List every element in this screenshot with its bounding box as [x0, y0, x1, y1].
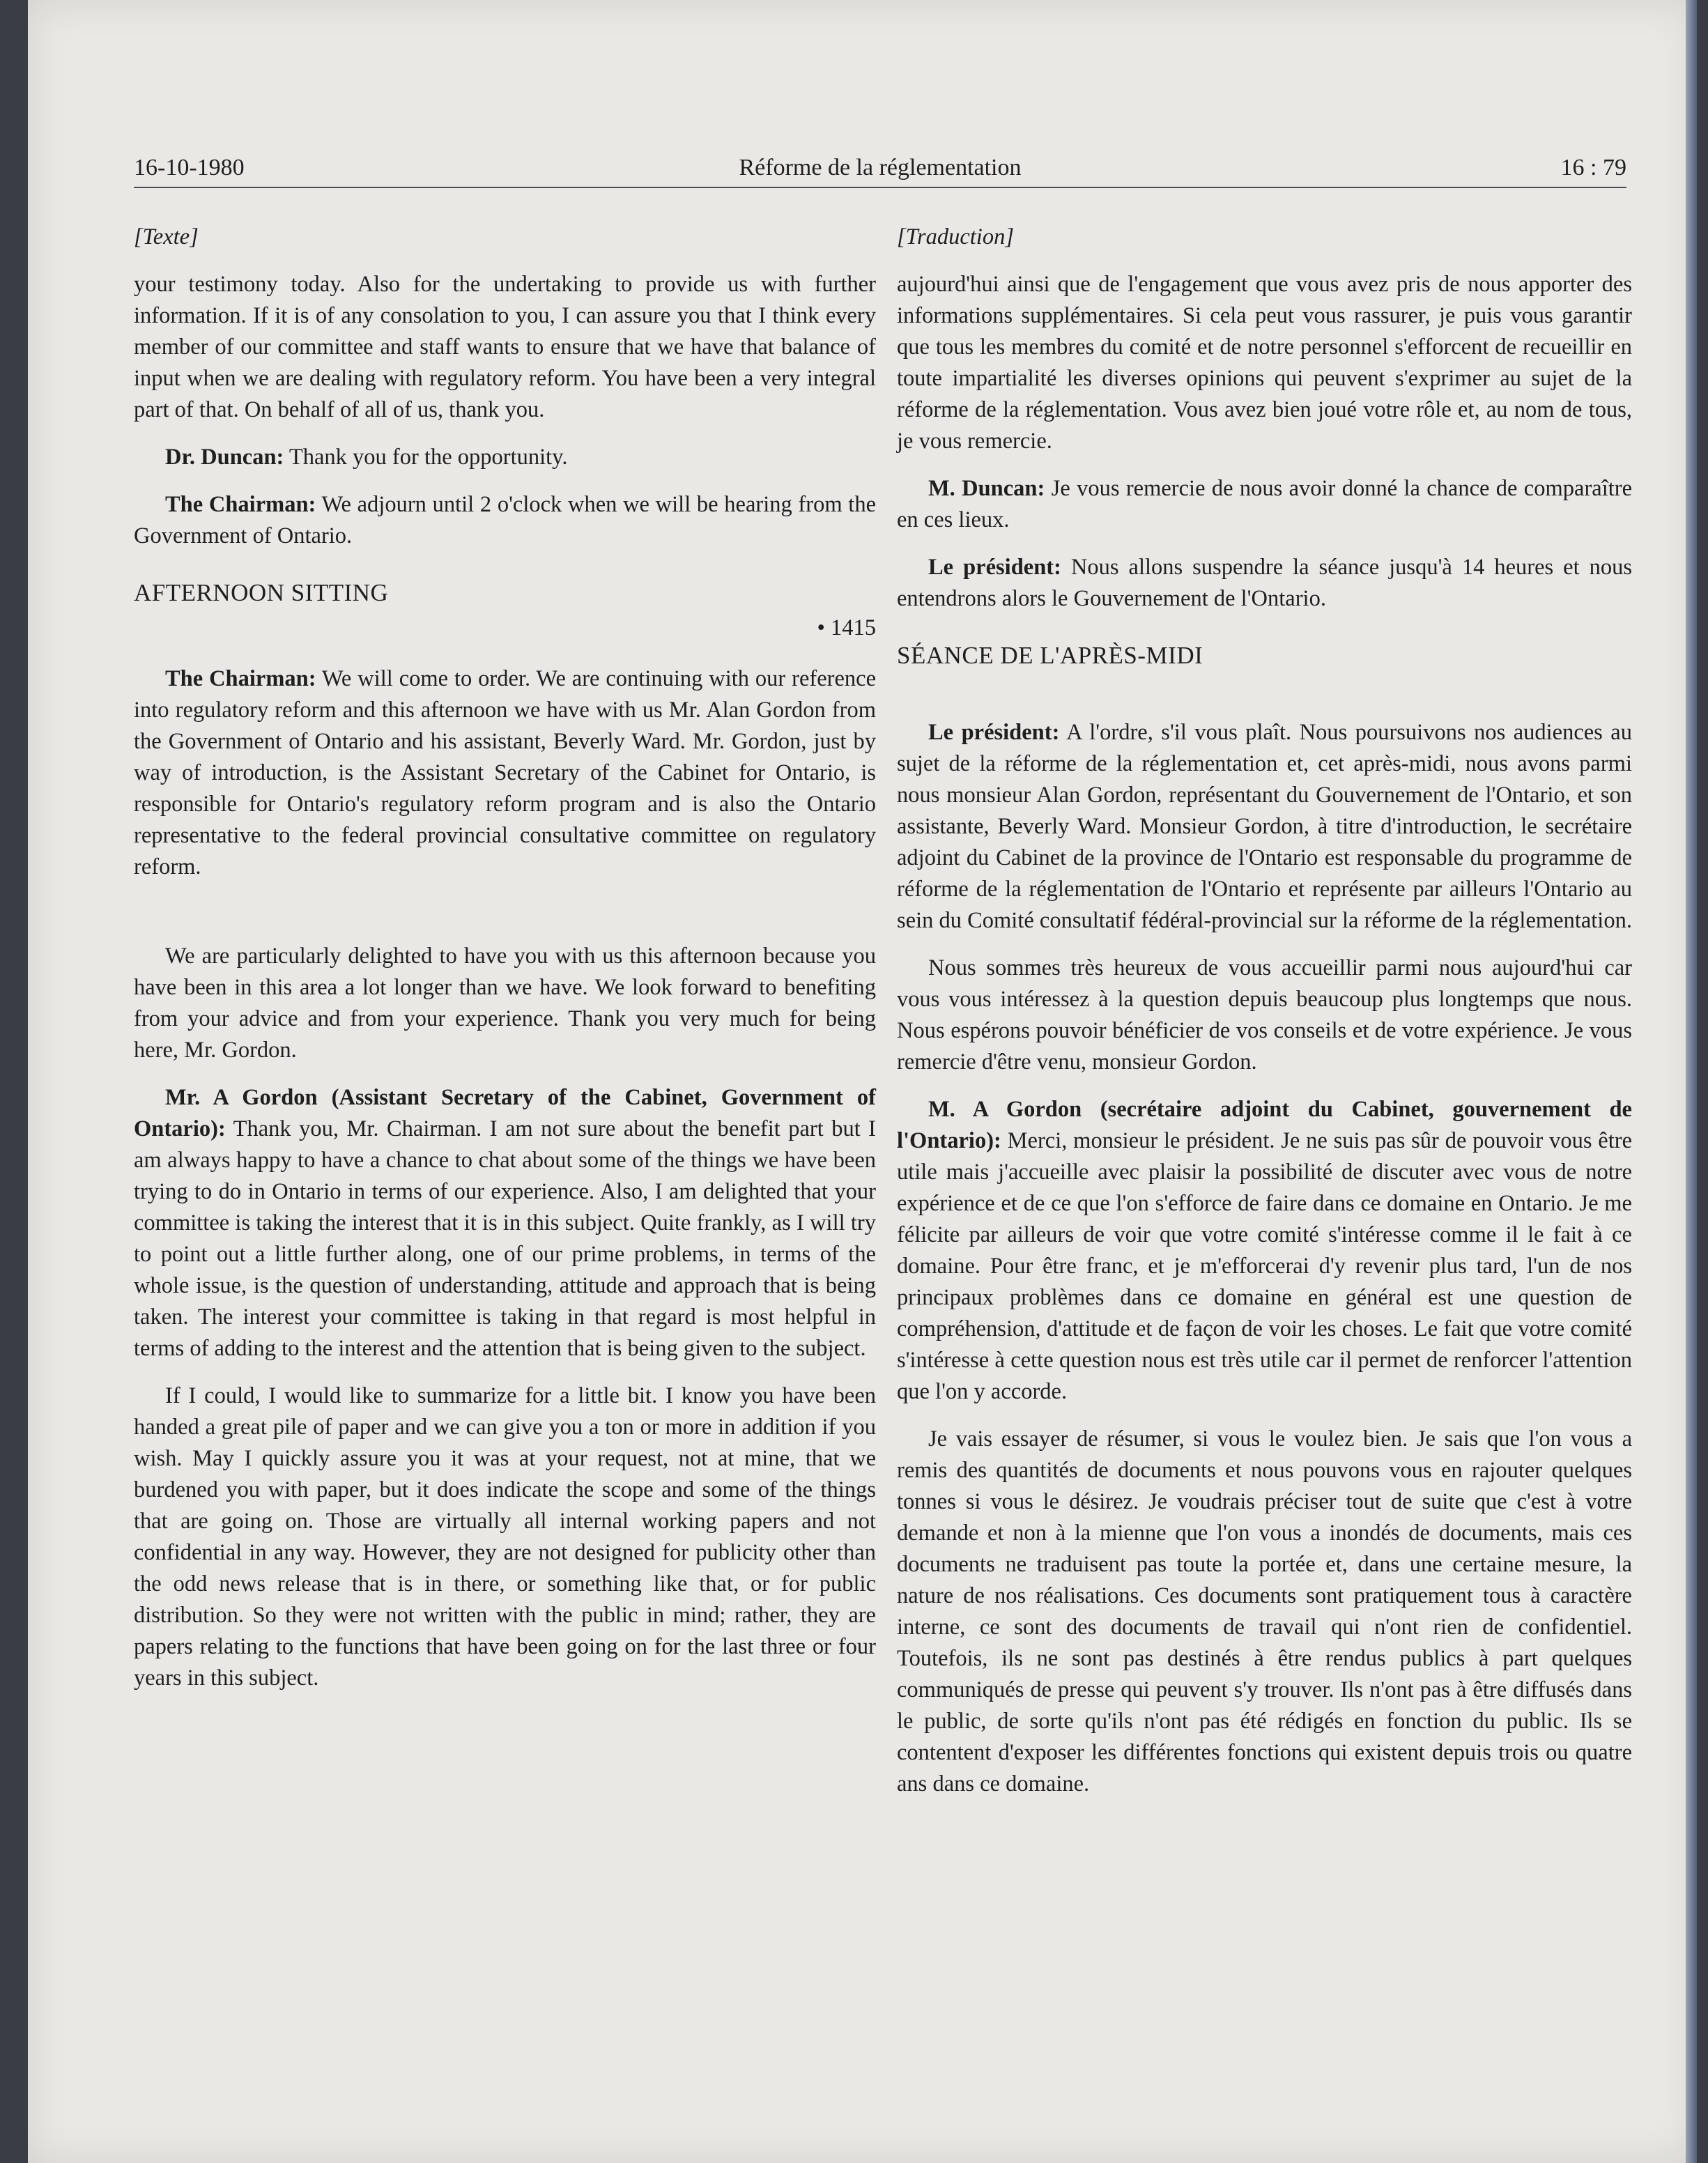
header-page-number: 16 : 79 [1560, 155, 1626, 180]
paragraph [897, 1094, 1632, 1408]
speaker-name: Le président: [928, 720, 1060, 745]
paragraph [134, 663, 876, 883]
speaker-name: The Chairman: [165, 666, 316, 691]
speech-text: Nous allons suspendre la séance jusqu'à 14 heures et nous entendrons alors le Gouvernement de l'Ontario. [897, 555, 1632, 611]
speech-text: A l'ordre, s'il vous plaît. Nous poursuivons nos audiences au sujet de la réforme de la réglementation et, cet après-midi, nous avons parmi nous monsieur Alan Gordon, représentant du Gouvernement de l'Ontario, et son assistante, Beverly Ward. Monsieur Gordon, à titre d'introduction, le secrétaire adjoint du Cabinet de la province de l'Ontario est responsable du programme de réforme de la réglementation de l'Ontario et représente par ailleurs l'Ontario au sein du Comité consultatif fédéral-provincial sur la réforme de la réglementation. [897, 720, 1632, 933]
translation-marker-label: Traduction [905, 224, 1006, 249]
paragraph: If I could, I would like to summarize for a little bit. I know you have been handed a great pile of paper and we can give you a ton or more in addition if you wish. May I quickly assure you it was at your request, not at mine, that we burdened you with paper, but it does indicate the scope and some of the things that are going on. Those are virtually all internal working papers and not confidential in any way. However, they are not designed for publicity other than the odd news release that is in there, or something like that, or for public distribution. So they were not written with the public in mind; rather, they are papers relating to the functions that have been going on for the last three or four years in this subject. [134, 1383, 876, 1691]
paragraph: your testimony today. Also for the undertaking to provide us with further information. If it is of any consolation to you, I can assure you that I think every member of our committee and staff wants to ensure that we have that balance of input when we are dealing with regulatory reform. You have been a very integral part of that. On behalf of all of us, thank you. [134, 272, 876, 422]
section-heading: SÉANCE DE L'APRÈS-MIDI [897, 642, 1203, 669]
spacer [134, 899, 876, 941]
speaker-name: Le président: [928, 555, 1061, 580]
paragraph [134, 1082, 876, 1364]
paragraph: Nous sommes très heureux de vous accueillir parmi nous aujourd'hui car vous vous intéressez à la question depuis beaucoup plus longtemps que nous. Nous espérons pouvoir bénéficier de vos conseils et de votre expérience. Je vous remercie d'être venu, monsieur Gordon. [897, 955, 1632, 1075]
paragraph [134, 489, 876, 552]
speaker-name: The Chairman: [165, 492, 316, 517]
page-header [134, 148, 1626, 188]
binder-edge [1686, 0, 1697, 2163]
speech-text: We will come to order. We are continuing with our reference into regulatory reform and this afternoon we have with us Mr. Alan Gordon from the Government of Ontario and his assistant, Beverly Ward. Mr. Gordon, just by way of introduction, is the Assistant Secretary of the Cabinet for Ontario, is responsible for Ontario's regulatory reform program and is also the Ontario representative to the federal provincial consultative committee on regulatory reform. [134, 666, 876, 879]
text-marker-label: Texte [142, 224, 190, 249]
header-title: Réforme de la réglementation [739, 155, 1022, 180]
speech-text: We adjourn until 2 o'clock when we will be hearing from the Government of Ontario. [134, 492, 876, 548]
paragraph [897, 473, 1632, 536]
paragraph [134, 442, 876, 473]
french-column [897, 222, 1632, 1816]
spacer [897, 675, 1632, 717]
english-column [134, 222, 876, 1710]
time-marker: • 1415 [817, 615, 876, 640]
speech-text: Je vous remercie de nous avoir donné la chance de comparaître en ces lieux. [897, 476, 1632, 532]
paragraph [897, 552, 1632, 615]
speech-text: Merci, monsieur le président. Je ne suis pas sûr de pouvoir vous être utile mais j'accueille avec plaisir la possibilité de discuter avec vous de notre expérience et de ce que l'on s'efforce de faire dans ce domaine en Ontario. Je me félicite par ailleurs de voir que votre comité s'intéresse comme il le fait à ce domaine. Pour être franc, et je m'efforcerai d'y revenir plus tard, l'un de nos principaux problèmes dans ce domaine en général est une question de compréhension, d'attitude et de façon de voir les choses. Le fait que votre comité s'intéresse à cette question nous est très utile car il permet de renforcer l'attention que l'on y accorde. [897, 1128, 1632, 1404]
speaker-name: Mr. A Gordon (Assistant Secretary of the Cabinet, Government of Ontario): [134, 1085, 876, 1141]
speech-text: Thank you for the opportunity. [284, 445, 568, 470]
paragraph: aujourd'hui ainsi que de l'engagement que vous avez pris de nous apporter des informations supplémentaires. Si cela peut vous rassurer, je puis vous garantir que tous les membres du comité et de notre personnel s'efforcent de recueillir en toute impartialité les diverses opinions qui peuvent s'exprimer au sujet de la réforme de la réglementation. Vous avez bien joué votre rôle et, au nom de tous, je vous remercie. [897, 272, 1632, 454]
paragraph: Je vais essayer de résumer, si vous le voulez bien. Je sais que l'on vous a remis des quantités de documents et nous pouvons vous en rajouter quelques tonnes si vous le désirez. Je voudrais préciser tout de suite que c'est à votre demande et non à la mienne que l'on vous a inondés de documents, mais ces documents ne traduisent pas toute la portée et, dans une certaine mesure, la nature de nos réalisations. Ces documents sont pratiquement tous à caractère interne, ce sont des documents de travail qui n'ont rien de confidentiel. Toutefois, ils ne sont pas destinés à être rendus publics à part quelques communiqués de presse qui peuvent s'y trouver. Ils n'ont pas à être diffusés dans le public, de sorte qu'ils n'ont pas été rédigés en fonction du public. Ils se contentent d'exposer les différentes fonctions qui existent depuis trois ou quatre ans dans ce domaine. [897, 1426, 1632, 1796]
text-marker: [Texte] [134, 224, 199, 249]
speaker-name: M. Duncan: [928, 476, 1045, 501]
paragraph [897, 717, 1632, 937]
translation-marker: [Traduction] [897, 224, 1014, 249]
speaker-name: Dr. Duncan: [165, 445, 284, 470]
speech-text: Thank you, Mr. Chairman. I am not sure about the benefit part but I am always happy to have a chance to chat about some of the things we have been trying to do in Ontario in terms of our experience. Also, I am delighted that your committee is taking the interest that it is in this subject. Quite frankly, as I will try to point out a little further along, one of our prime problems, in terms of the whole issue, is the question of understanding, attitude and approach that is being taken. The interest your committee is taking in that regard is most helpful in terms of adding to the interest and the attention that is being given to the subject. [134, 1116, 876, 1361]
header-date: 16-10-1980 [134, 155, 245, 180]
document-page [28, 0, 1697, 2163]
speaker-name: M. A Gordon (secrétaire adjoint du Cabinet, gouvernement de l'Ontario): [897, 1097, 1632, 1153]
section-heading: AFTERNOON SITTING [134, 579, 389, 606]
paragraph: We are particularly delighted to have you with us this afternoon because you have been in this area a lot longer than we have. We look forward to benefiting from your advice and from your experience. Thank you very much for being here, Mr. Gordon. [134, 944, 876, 1063]
